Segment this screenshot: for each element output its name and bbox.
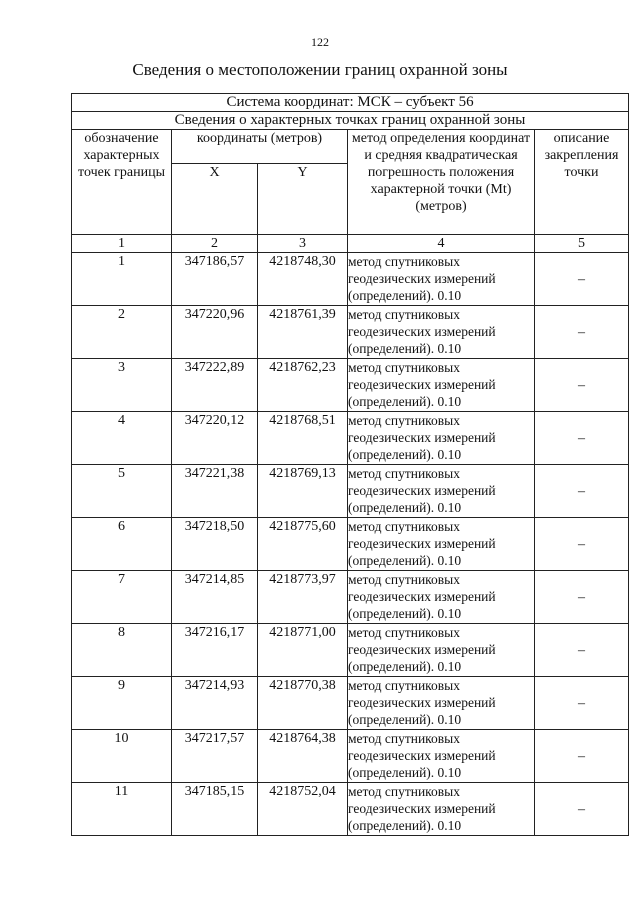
method-cell: метод спутниковых геодезических измерений (определений). 0.10 (348, 253, 535, 306)
column-number: 1 (72, 235, 172, 253)
table-body (72, 94, 629, 836)
description-cell: – (535, 624, 629, 677)
description-cell: – (535, 253, 629, 306)
x-coordinate-cell: 347217,57 (172, 730, 258, 783)
y-coordinate-cell: 4218769,13 (258, 465, 348, 518)
point-id-cell: 2 (72, 306, 172, 359)
y-coordinate-cell: 4218762,23 (258, 359, 348, 412)
table-row (72, 624, 629, 677)
method-cell: метод спутниковых геодезических измерений (определений). 0.10 (348, 624, 535, 677)
point-id-cell: 8 (72, 624, 172, 677)
method-cell: метод спутниковых геодезических измерений (определений). 0.10 (348, 730, 535, 783)
description-cell: – (535, 783, 629, 836)
x-coordinate-cell: 347214,93 (172, 677, 258, 730)
table-row (72, 730, 629, 783)
document-title: Сведения о местоположении границ охранной зоны (132, 60, 508, 79)
table-row (72, 571, 629, 624)
column-header-coordinates: координаты (метров) (172, 130, 348, 164)
description-cell: – (535, 465, 629, 518)
x-coordinate-cell: 347186,57 (172, 253, 258, 306)
x-coordinate-cell: 347220,96 (172, 306, 258, 359)
x-coordinate-cell: 347185,15 (172, 783, 258, 836)
y-coordinate-cell: 4218768,51 (258, 412, 348, 465)
y-coordinate-cell: 4218752,04 (258, 783, 348, 836)
point-id-cell: 7 (72, 571, 172, 624)
table-row (72, 306, 629, 359)
description-cell: – (535, 359, 629, 412)
method-cell: метод спутниковых геодезических измерений (определений). 0.10 (348, 783, 535, 836)
x-coordinate-cell: 347218,50 (172, 518, 258, 571)
column-header-x: X (172, 164, 258, 235)
column-number: 4 (348, 235, 535, 253)
boundary-points-table (71, 93, 629, 836)
description-cell: – (535, 306, 629, 359)
point-id-cell: 4 (72, 412, 172, 465)
description-cell: – (535, 730, 629, 783)
y-coordinate-cell: 4218773,97 (258, 571, 348, 624)
column-number: 3 (258, 235, 348, 253)
y-coordinate-cell: 4218761,39 (258, 306, 348, 359)
point-id-cell: 5 (72, 465, 172, 518)
x-coordinate-cell: 347221,38 (172, 465, 258, 518)
table-row (72, 359, 629, 412)
column-number: 5 (535, 235, 629, 253)
method-cell: метод спутниковых геодезических измерений (определений). 0.10 (348, 306, 535, 359)
column-number: 2 (172, 235, 258, 253)
column-header-method: метод определения координат и средняя квадратическая погрешность положения характерной точки (Mt) (метров) (348, 130, 535, 235)
description-cell: – (535, 412, 629, 465)
point-id-cell: 6 (72, 518, 172, 571)
method-cell: метод спутниковых геодезических измерений (определений). 0.10 (348, 571, 535, 624)
x-coordinate-cell: 347220,12 (172, 412, 258, 465)
point-id-cell: 10 (72, 730, 172, 783)
point-id-cell: 3 (72, 359, 172, 412)
table-row (72, 253, 629, 306)
column-header-y: Y (258, 164, 348, 235)
table-row (72, 465, 629, 518)
description-cell: – (535, 677, 629, 730)
y-coordinate-cell: 4218764,38 (258, 730, 348, 783)
description-cell: – (535, 518, 629, 571)
coordinate-system-header: Система координат: МСК – субъект 56 (72, 94, 629, 112)
method-cell: метод спутниковых геодезических измерений (определений). 0.10 (348, 518, 535, 571)
x-coordinate-cell: 347214,85 (172, 571, 258, 624)
x-coordinate-cell: 347216,17 (172, 624, 258, 677)
description-cell: – (535, 571, 629, 624)
point-id-cell: 11 (72, 783, 172, 836)
method-cell: метод спутниковых геодезических измерений (определений). 0.10 (348, 465, 535, 518)
page-number: 122 (311, 35, 329, 49)
y-coordinate-cell: 4218775,60 (258, 518, 348, 571)
point-id-cell: 1 (72, 253, 172, 306)
y-coordinate-cell: 4218771,00 (258, 624, 348, 677)
section-header: Сведения о характерных точках границ охранной зоны (72, 112, 629, 130)
method-cell: метод спутниковых геодезических измерений (определений). 0.10 (348, 359, 535, 412)
point-id-cell: 9 (72, 677, 172, 730)
table-row (72, 412, 629, 465)
table-row (72, 518, 629, 571)
column-header-description: описание закрепления точки (535, 130, 629, 235)
method-cell: метод спутниковых геодезических измерений (определений). 0.10 (348, 677, 535, 730)
column-header-point: обозначение характерных точек границы (72, 130, 172, 235)
table-row (72, 677, 629, 730)
method-cell: метод спутниковых геодезических измерений (определений). 0.10 (348, 412, 535, 465)
y-coordinate-cell: 4218748,30 (258, 253, 348, 306)
x-coordinate-cell: 347222,89 (172, 359, 258, 412)
table-row (72, 783, 629, 836)
y-coordinate-cell: 4218770,38 (258, 677, 348, 730)
